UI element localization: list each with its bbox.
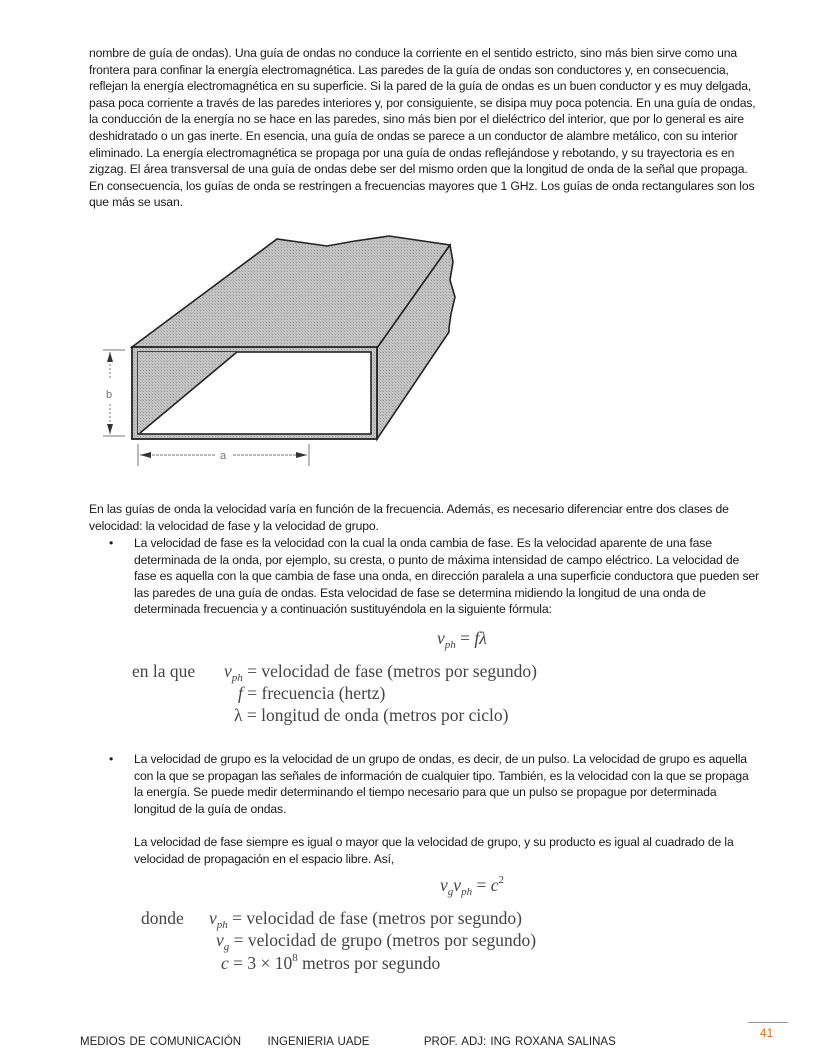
bullet-icon: • <box>109 536 114 550</box>
equation1-def-row <box>238 683 385 704</box>
waveguide-diagram <box>95 232 465 472</box>
dimension-a-label: a <box>220 450 227 462</box>
equation2-def-row <box>216 930 536 953</box>
equation1-intro: en la que <box>132 661 196 681</box>
eq-superscript: 2 <box>498 874 504 886</box>
eq-subscript: ph <box>461 886 473 898</box>
def-desc: = 3 × 10 <box>233 953 293 973</box>
eq-rhs: fλ <box>474 628 487 648</box>
velocity-product-equation <box>440 874 504 898</box>
footer-course: MEDIOS DE COMUNICACIÓN <box>80 1036 242 1048</box>
def-var: c <box>221 953 229 973</box>
def-sub: ph <box>216 919 228 931</box>
eq-equals: = <box>460 628 471 648</box>
def-desc: = velocidad de fase (metros por segundo) <box>232 908 522 928</box>
phase-velocity-equation <box>437 628 487 651</box>
def-var: λ <box>234 705 243 725</box>
def-sup: 8 <box>292 952 298 964</box>
def-desc: = velocidad de fase (metros por segundo) <box>247 661 537 681</box>
def-var: v <box>209 908 217 928</box>
relation-paragraph: La velocidad de fase siempre es igual o mayor que la velocidad de grupo, y su producto es igual al cuadrado de la velocidad de propagación en el espacio libre. Así, <box>134 835 734 866</box>
page-number-rule <box>748 1022 788 1023</box>
bullet-text: La velocidad de grupo es la velocidad de un grupo de ondas, es decir, de un pulso. La velocidad de grupo es aquella con la que se propagan las señales de información de cualquier tipo. También, es la velocidad con la que se propaga la energía. Se puede medir determinando el tiempo necesario para que un pulso se propague por determinada longitud de la guía de ondas. <box>134 752 749 816</box>
eq-variable: v <box>453 875 462 895</box>
equation1-def-row <box>234 705 509 726</box>
velocity-paragraph: En las guías de onda la velocidad varía en función de la frecuencia. Además, es necesario diferenciar entre dos clases de velocidad: la velocidad de fase y la velocidad de grupo. <box>89 502 729 533</box>
footer <box>80 1036 616 1048</box>
def-desc: = frecuencia (hertz) <box>247 683 386 703</box>
rectangular-waveguide-figure <box>95 232 465 472</box>
equation2-def-row <box>209 908 522 931</box>
eq-equals: = <box>476 875 487 895</box>
eq-variable: v <box>440 875 448 895</box>
def-var: v <box>216 930 224 950</box>
eq-subscript: g <box>447 886 454 898</box>
def-desc: = longitud de onda (metros por ciclo) <box>246 705 509 725</box>
page-number: 41 <box>760 1026 774 1040</box>
footer-institution: INGENIERIA UADE <box>267 1036 370 1048</box>
intro-paragraph: nombre de guía de ondas). Una guía de ondas no conduce la corriente en el sentido estricto, sino más bien sirve como una frontera para confinar la energía electromagnética. Las paredes de la guía de ondas son conductores y, en consecuencia, reflejan la energía electromagnética en su superficie. Si la pared de la guía de ondas es un buen conductor y es muy delgada, pasa poca corriente a través de las paredes interiores y, por consiguiente, se disipa muy poca potencia. En una guía de ondas, la conducción de la energía no se hace en las paredes, sino más bien por el dieléctrico del interior, que por lo general es aire deshidratado o un gas inerte. En esencia, una guía de ondas se parece a un conductor de alambre metálico, con su interior eliminado. La energía electromagnética se propaga por una guía de ondas reflejándose y rebotando, y su trayectoria es en zigzag. El área transversal de una guía de ondas debe ser del mismo orden que la longitud de onda de la señal que propaga. En consecuencia, los guías de onda se restringen a frecuencias mayores que 1 GHz. Los guías de onda rectangulares son los que más se usan. <box>89 46 756 210</box>
def-desc: metros por segundo <box>297 953 441 973</box>
bullet-text: La velocidad de fase es la velocidad con la cual la onda cambia de fase. Es la velocidad aparente de una fase determinada de la onda, por ejemplo, su cresta, o punto de máxima intensidad de campo eléctrico. La velocidad de fase es aquella con la que cambia de fase una onda, en dirección paralela a una superficie conductora que pueden ser las paredes de una guía de ondas. Esta velocidad de fase se determina midiendo la longitud de una onda de determinada frecuencia y a continuación sustituyéndola en la siguiente fórmula: <box>134 536 759 617</box>
def-desc: = velocidad de grupo (metros por segundo) <box>233 930 537 950</box>
eq-rhs: c <box>490 875 499 895</box>
footer-professor: PROF. ADJ: ING ROXANA SALINAS <box>423 1036 616 1048</box>
equation2-intro: donde <box>141 908 184 928</box>
equation1-def-row <box>224 661 537 684</box>
eq-subscript: ph <box>444 639 456 651</box>
dimension-b-label: b <box>106 389 113 401</box>
def-var: v <box>224 661 232 681</box>
def-sub: ph <box>231 672 243 684</box>
bullet-icon: • <box>109 752 114 766</box>
eq-variable: v <box>437 628 445 648</box>
def-sub: g <box>223 941 230 953</box>
equation2-def-row <box>221 952 440 974</box>
def-var: f <box>238 683 243 703</box>
